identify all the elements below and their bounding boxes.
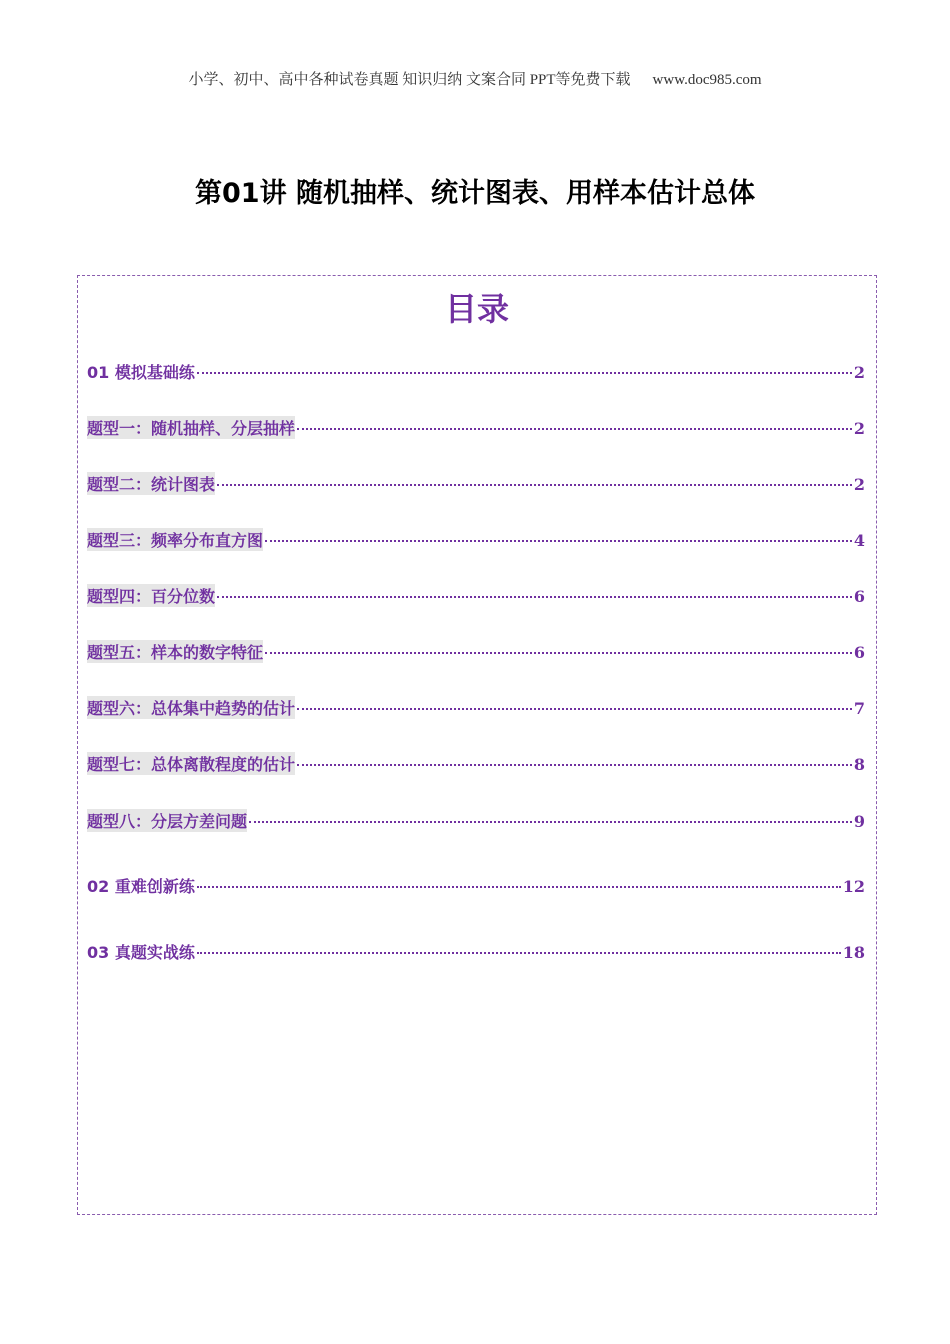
table-of-contents — [77, 275, 877, 1215]
toc-entry-label: 题型二：统计图表 — [87, 472, 215, 495]
toc-entry-label: 题型四：百分位数 — [87, 584, 215, 607]
toc-dot-leader — [297, 764, 852, 766]
toc-entry-page: 9 — [853, 812, 865, 831]
toc-dot-leader — [249, 821, 852, 823]
toc-entry-label: 01 模拟基础练 — [87, 363, 195, 382]
toc-entry-type-6[interactable] — [87, 696, 865, 719]
toc-dot-leader — [197, 372, 852, 374]
toc-heading: 目录 — [444, 290, 509, 328]
toc-dot-leader — [197, 952, 841, 954]
toc-entry-page: 6 — [853, 587, 865, 606]
toc-entry-label: 题型三：频率分布直方图 — [87, 528, 263, 551]
toc-entry-type-4[interactable] — [87, 584, 865, 607]
toc-entry-page: 12 — [842, 877, 865, 896]
toc-entry-page: 8 — [853, 755, 865, 774]
toc-entry-label: 题型七：总体离散程度的估计 — [87, 752, 295, 775]
toc-entry-type-8[interactable] — [87, 809, 865, 832]
toc-entry-type-1[interactable] — [87, 416, 865, 439]
document-title: 第01讲 随机抽样、统计图表、用样本估计总体 — [195, 178, 755, 209]
toc-entry-type-3[interactable] — [87, 528, 865, 551]
toc-dot-leader — [265, 540, 852, 542]
toc-entry-page: 7 — [853, 699, 865, 718]
toc-entry-page: 18 — [842, 943, 865, 962]
toc-dot-leader — [265, 652, 852, 654]
toc-entry-label: 题型六：总体集中趋势的估计 — [87, 696, 295, 719]
toc-entry-section-03[interactable] — [87, 940, 865, 963]
toc-entry-page: 4 — [853, 531, 865, 550]
toc-entry-label: 题型八：分层方差问题 — [87, 809, 247, 832]
toc-entry-page: 2 — [853, 419, 865, 438]
toc-entry-page: 2 — [853, 363, 865, 382]
toc-entry-type-5[interactable] — [87, 640, 865, 663]
toc-dot-leader — [217, 596, 852, 598]
header-text: 小学、初中、高中各种试卷真题 知识归纳 文案合同 PPT等免费下载 — [188, 72, 631, 88]
toc-entry-type-7[interactable] — [87, 752, 865, 775]
toc-dot-leader — [297, 428, 852, 430]
toc-entry-type-2[interactable] — [87, 472, 865, 495]
toc-dot-leader — [197, 886, 841, 888]
toc-entry-label: 题型五：样本的数字特征 — [87, 640, 263, 663]
header-url[interactable]: www.doc985.com — [652, 72, 762, 88]
toc-entry-label: 03 真题实战练 — [87, 943, 195, 962]
toc-entry-label: 题型一：随机抽样、分层抽样 — [87, 416, 295, 439]
toc-dot-leader — [297, 708, 852, 710]
toc-entry-section-01[interactable] — [87, 360, 865, 383]
toc-entry-page: 2 — [853, 475, 865, 494]
toc-entry-page: 6 — [853, 643, 865, 662]
toc-entry-label: 02 重难创新练 — [87, 877, 195, 896]
page-header — [0, 68, 950, 89]
toc-entry-section-02[interactable] — [87, 874, 865, 897]
toc-dot-leader — [217, 484, 852, 486]
